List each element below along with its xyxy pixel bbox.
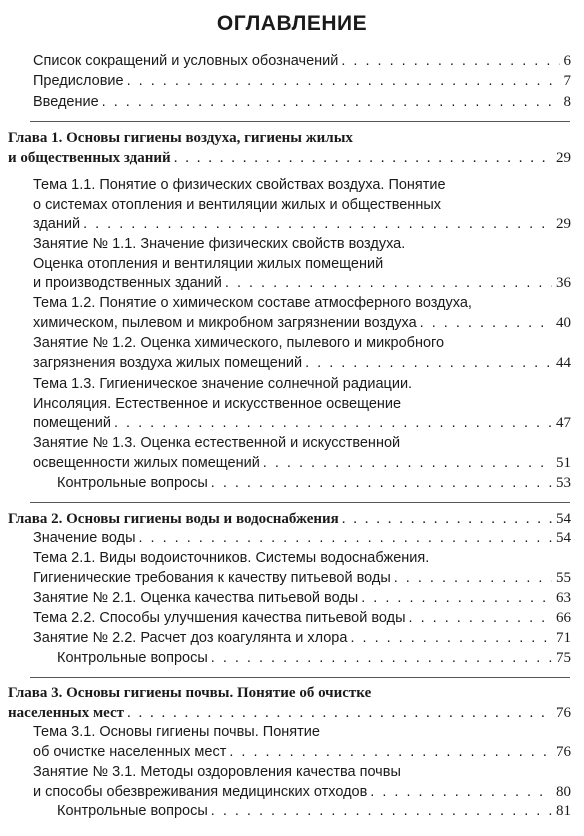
page-number: 51 [556,454,571,471]
dot-leader [420,314,552,334]
toc-entry-text: Тема 1.2. Понятие о химическом составе атмосферного воздуха, [33,295,472,311]
toc-entry-text: Занятие № 3.1. Методы оздоровления качества почвы [33,764,401,780]
dot-leader [83,215,552,235]
toc-entry-text: Контрольные вопросы [57,803,208,819]
page-number: 76 [556,704,571,721]
page-number: 36 [556,275,571,291]
toc-entry-text: Тема 1.1. Понятие о физических свойствах воздуха. Понятие [33,177,446,193]
divider [30,121,570,122]
dot-leader [409,609,552,629]
page-number: 54 [556,511,571,527]
toc-entry-text: Контрольные вопросы [57,475,208,491]
toc-entry[interactable] [57,802,571,822]
toc-entry[interactable] [33,529,571,549]
page-number: 66 [556,610,571,626]
toc-entry-text: и общественных зданий [8,149,171,166]
toc-chapter-entry[interactable] [8,129,571,168]
dot-leader [174,149,552,169]
toc-entry-text: Введение [33,94,99,110]
divider [30,677,570,678]
dot-leader [305,354,552,374]
page-number: 8 [563,94,571,110]
toc-entry-text: освещенности жилых помещений [33,454,260,471]
toc-entry-text: о системах отопления и вентиляции жилых и общественных [33,196,441,213]
toc-entry-text: Занятие № 2.1. Оценка качества питьевой воды [33,590,359,606]
page-number: 29 [556,216,571,232]
page-number: 63 [556,590,571,606]
toc-entry-text: Глава 2. Основы гигиены воды и водоснабжения [8,511,339,527]
toc-entry[interactable] [33,629,571,649]
toc-entry-text: Значение воды [33,530,136,546]
toc-entry-text: и производственных зданий [33,275,222,291]
dot-leader [229,743,552,763]
toc-entry[interactable] [33,589,571,609]
dot-leader [139,529,553,549]
toc-entry-text: Занятие № 2.2. Расчет доз коагулянта и хлора [33,630,348,646]
page-number: 80 [556,783,571,800]
toc-entry-text: Гигиенические требования к качеству питьевой воды [33,569,391,586]
dot-leader [211,649,552,669]
page-number: 81 [556,803,571,819]
toc-entry[interactable] [33,723,571,762]
dot-leader [114,414,552,434]
toc-entry-text: об очистке населенных мест [33,743,227,760]
toc-entry[interactable] [33,235,571,294]
page-number: 71 [556,630,571,646]
toc-entry-text: населенных мест [8,704,125,721]
toc-entry[interactable] [33,763,571,802]
dot-leader [127,72,560,92]
dot-leader [350,629,552,649]
toc-entry-text: Список сокращений и условных обозначений [33,53,339,69]
dot-leader [102,93,560,113]
toc-entry-text: Тема 1.3. Гигиеническое значение солнечной радиации. [33,376,413,392]
toc-entry[interactable] [57,474,571,494]
dot-leader [361,589,552,609]
dot-leader [342,510,552,530]
toc-entry-text: Предисловие [33,73,124,89]
toc-entry-text: Тема 2.2. Способы улучшения качества питьевой воды [33,610,406,626]
toc-entry[interactable] [33,609,571,629]
page-number: 76 [556,743,571,760]
toc-entry[interactable] [33,549,571,588]
toc-entry-text: Глава 1. Основы гигиены воздуха, гигиены жилых [8,130,353,146]
page-number: 54 [556,530,571,546]
dot-leader [394,569,552,589]
page-number: 44 [556,354,571,371]
toc-entry-text: Тема 2.1. Виды водоисточников. Системы водоснабжения. [33,550,430,566]
page-number: 6 [563,53,571,69]
divider [30,502,570,503]
toc-entry[interactable] [33,72,571,92]
page-number: 53 [556,475,571,491]
toc-entry-text: загрязнения воздуха жилых помещений [33,354,303,371]
toc-entry-text: Занятие № 1.3. Оценка естественной и искусственной [33,435,401,451]
toc-entry[interactable] [33,176,571,235]
toc-entry-text: химическом, пылевом и микробном загрязнении воздуха [33,314,417,331]
page-number: 7 [563,73,571,89]
dot-leader [341,52,559,72]
toc-entry-text: Занятие № 1.1. Значение физических свойств воздуха. [33,236,406,252]
page-title: ОГЛАВЛЕНИЕ [216,12,368,35]
page-number: 75 [556,650,571,666]
toc-entry[interactable] [33,294,571,333]
toc-entry[interactable] [33,334,571,373]
toc-entry-text: Тема 3.1. Основы гигиены почвы. Понятие [33,724,320,740]
dot-leader [211,474,552,494]
dot-leader [225,274,552,294]
toc-entry-text: Инсоляция. Естественное и искусственное освещение [33,395,402,412]
toc-chapter-entry[interactable] [8,684,571,723]
toc-entry-text: помещений [33,415,111,431]
page-number: 55 [556,569,571,586]
toc-entry[interactable] [33,52,571,72]
page-number: 40 [556,314,571,331]
dot-leader [370,783,552,803]
toc-entry-text: Занятие № 1.2. Оценка химического, пылевого и микробного [33,335,445,351]
toc-chapter-entry[interactable] [8,510,571,530]
toc-entry-text: и способы обезвреживания медицинских отходов [33,783,368,800]
toc-entry-text: зданий [33,216,81,232]
dot-leader [263,454,552,474]
dot-leader [211,802,552,822]
page-number: 47 [556,415,571,431]
page-number: 29 [556,149,571,166]
toc-entry[interactable] [57,649,571,669]
toc-entry[interactable] [33,375,571,434]
dot-leader [127,704,552,724]
toc-entry[interactable] [33,434,571,473]
toc-entry-text: Контрольные вопросы [57,650,208,666]
toc-entry-text: Глава 3. Основы гигиены почвы. Понятие об очистке [8,685,372,701]
toc-entry[interactable] [33,93,571,113]
toc-entry-text: Оценка отопления и вентиляции жилых помещений [33,255,384,272]
